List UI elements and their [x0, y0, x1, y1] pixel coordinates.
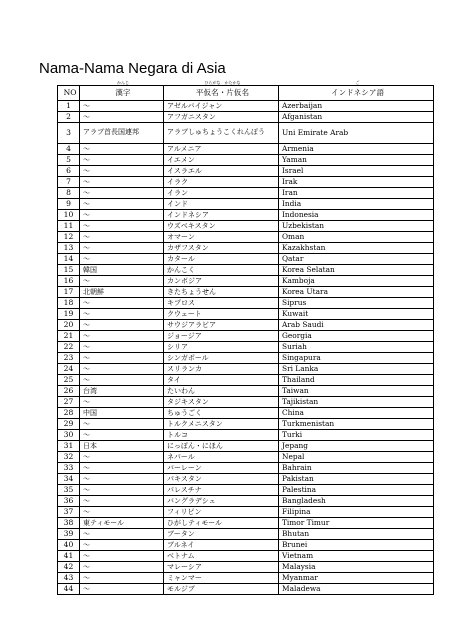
table-row: [58, 177, 434, 188]
cell-kana: タイ: [164, 375, 279, 386]
header-kana: [164, 80, 279, 101]
cell-kana: イエメン: [164, 155, 279, 166]
cell-no: 40: [58, 540, 80, 551]
table-row: [58, 518, 434, 529]
cell-kana: サウジアラビア: [164, 320, 279, 331]
country-table: [57, 80, 434, 595]
table-row: [58, 232, 434, 243]
table-row: [58, 419, 434, 430]
cell-kanji: 〜: [80, 298, 164, 309]
header-kana-ruby: [195, 80, 250, 100]
table-row: [58, 441, 434, 452]
cell-kanji: 〜: [80, 584, 164, 595]
cell-no: 42: [58, 562, 80, 573]
table-body: [58, 101, 434, 595]
cell-indonesian: Taiwan: [279, 386, 434, 397]
cell-kana: ウズベキスタン: [164, 221, 279, 232]
cell-no: 16: [58, 276, 80, 287]
cell-indonesian: Uni Emirate Arab: [279, 123, 434, 144]
cell-kana: ベトナム: [164, 551, 279, 562]
cell-kana: ジョージア: [164, 331, 279, 342]
cell-no: 13: [58, 243, 80, 254]
header-indonesian: [279, 80, 434, 101]
table-row: [58, 375, 434, 386]
cell-kana: アラブしゅちょうこくれんぽう: [164, 123, 279, 144]
cell-kana: カタール: [164, 254, 279, 265]
cell-kanji: 〜: [80, 364, 164, 375]
cell-no: 18: [58, 298, 80, 309]
header-kanji-ruby: [115, 80, 131, 100]
cell-kanji: 〜: [80, 199, 164, 210]
cell-kana: キプロス: [164, 298, 279, 309]
cell-kanji: 〜: [80, 320, 164, 331]
cell-kanji: 〜: [80, 101, 164, 112]
table-row: [58, 101, 434, 112]
cell-indonesian: Myanmar: [279, 573, 434, 584]
cell-kanji: 〜: [80, 551, 164, 562]
cell-no: 37: [58, 507, 80, 518]
cell-no: 10: [58, 210, 80, 221]
cell-kanji: 〜: [80, 353, 164, 364]
cell-kanji: 北朝鮮: [80, 287, 164, 298]
table-row: [58, 562, 434, 573]
cell-no: 1: [58, 101, 80, 112]
cell-indonesian: Thailand: [279, 375, 434, 386]
cell-indonesian: Iran: [279, 188, 434, 199]
cell-indonesian: Korea Utara: [279, 287, 434, 298]
header-indonesian-furigana: ご: [355, 80, 360, 85]
table-row: [58, 507, 434, 518]
table-row: [58, 496, 434, 507]
cell-kana: シンガポール: [164, 353, 279, 364]
cell-indonesian: Malaysia: [279, 562, 434, 573]
cell-no: 26: [58, 386, 80, 397]
cell-kana: イスラエル: [164, 166, 279, 177]
cell-kana: モルジブ: [164, 584, 279, 595]
table-row: [58, 123, 434, 144]
cell-indonesian: Pakistan: [279, 474, 434, 485]
cell-no: 44: [58, 584, 80, 595]
cell-kana: マレーシア: [164, 562, 279, 573]
cell-indonesian: Azerbaijan: [279, 101, 434, 112]
table-row: [58, 386, 434, 397]
cell-kanji: 〜: [80, 375, 164, 386]
cell-kana: クウェート: [164, 309, 279, 320]
cell-no: 35: [58, 485, 80, 496]
cell-no: 27: [58, 397, 80, 408]
table-row: [58, 573, 434, 584]
cell-indonesian: Korea Selatan: [279, 265, 434, 276]
cell-kana: たいわん: [164, 386, 279, 397]
cell-no: 38: [58, 518, 80, 529]
cell-indonesian: Oman: [279, 232, 434, 243]
cell-indonesian: Georgia: [279, 331, 434, 342]
table-row: [58, 298, 434, 309]
cell-kanji: 〜: [80, 463, 164, 474]
cell-kanji: 〜: [80, 210, 164, 221]
table-row: [58, 342, 434, 353]
cell-kanji: 〜: [80, 254, 164, 265]
cell-indonesian: Kazakhstan: [279, 243, 434, 254]
cell-kanji: 〜: [80, 188, 164, 199]
table-row: [58, 485, 434, 496]
cell-no: 31: [58, 441, 80, 452]
table-row: [58, 243, 434, 254]
table-row: [58, 265, 434, 276]
cell-kanji: 〜: [80, 331, 164, 342]
table-row: [58, 364, 434, 375]
table-row: [58, 408, 434, 419]
cell-kanji: 東ティモール: [80, 518, 164, 529]
cell-no: 22: [58, 342, 80, 353]
cell-kanji: 〜: [80, 452, 164, 463]
cell-kana: スリランカ: [164, 364, 279, 375]
cell-kanji: 〜: [80, 112, 164, 123]
cell-no: 39: [58, 529, 80, 540]
cell-no: 11: [58, 221, 80, 232]
cell-indonesian: Bhutan: [279, 529, 434, 540]
table-row: [58, 452, 434, 463]
table-row: [58, 221, 434, 232]
cell-indonesian: Nepal: [279, 452, 434, 463]
cell-kanji: 〜: [80, 243, 164, 254]
cell-kanji: 〜: [80, 397, 164, 408]
cell-kana: カザフスタン: [164, 243, 279, 254]
cell-no: 33: [58, 463, 80, 474]
cell-indonesian: Palestina: [279, 485, 434, 496]
cell-kana: イラン: [164, 188, 279, 199]
cell-indonesian: Arab Saudi: [279, 320, 434, 331]
header-kana-furigana: ひらがな かたかな: [204, 80, 241, 85]
cell-kanji: 〜: [80, 177, 164, 188]
table-row: [58, 210, 434, 221]
cell-kanji: 〜: [80, 529, 164, 540]
table-row: [58, 320, 434, 331]
cell-indonesian: Timor Timur: [279, 518, 434, 529]
cell-indonesian: Indonesia: [279, 210, 434, 221]
cell-kana: バングラデシュ: [164, 496, 279, 507]
cell-no: 2: [58, 112, 80, 123]
cell-no: 43: [58, 573, 80, 584]
cell-kana: カンボジア: [164, 276, 279, 287]
cell-kanji: 韓国: [80, 265, 164, 276]
cell-kana: ブータン: [164, 529, 279, 540]
cell-indonesian: Maladewa: [279, 584, 434, 595]
cell-kanji: 〜: [80, 342, 164, 353]
cell-no: 23: [58, 353, 80, 364]
cell-indonesian: Qatar: [279, 254, 434, 265]
cell-kana: タジキスタン: [164, 397, 279, 408]
cell-kanji: 〜: [80, 474, 164, 485]
cell-indonesian: Singapura: [279, 353, 434, 364]
cell-no: 19: [58, 309, 80, 320]
cell-indonesian: China: [279, 408, 434, 419]
cell-kanji: 〜: [80, 485, 164, 496]
cell-kana: パキスタン: [164, 474, 279, 485]
cell-kana: オマーン: [164, 232, 279, 243]
cell-indonesian: Yaman: [279, 155, 434, 166]
table-row: [58, 331, 434, 342]
table-row: [58, 584, 434, 595]
cell-indonesian: Bangladesh: [279, 496, 434, 507]
cell-kanji: 〜: [80, 144, 164, 155]
cell-no: 29: [58, 419, 80, 430]
cell-indonesian: Afganistan: [279, 112, 434, 123]
header-indonesian-ruby: [330, 80, 385, 100]
cell-indonesian: Filipina: [279, 507, 434, 518]
cell-indonesian: Irak: [279, 177, 434, 188]
cell-no: 25: [58, 375, 80, 386]
cell-no: 14: [58, 254, 80, 265]
cell-indonesian: Tajikistan: [279, 397, 434, 408]
table-row: [58, 474, 434, 485]
table-row: [58, 529, 434, 540]
cell-kanji: 〜: [80, 507, 164, 518]
cell-kana: トルコ: [164, 430, 279, 441]
cell-no: 17: [58, 287, 80, 298]
cell-indonesian: Brunei: [279, 540, 434, 551]
cell-no: 5: [58, 155, 80, 166]
cell-kana: かんこく: [164, 265, 279, 276]
header-kanji-label: 漢字: [115, 88, 131, 97]
table-row: [58, 430, 434, 441]
table-row: [58, 188, 434, 199]
cell-no: 32: [58, 452, 80, 463]
header-kanji: [80, 80, 164, 101]
cell-kanji: 台湾: [80, 386, 164, 397]
cell-kana: ブルネイ: [164, 540, 279, 551]
cell-indonesian: Suriah: [279, 342, 434, 353]
cell-indonesian: Israel: [279, 166, 434, 177]
cell-kana: にっぽん・にほん: [164, 441, 279, 452]
cell-kanji: 〜: [80, 562, 164, 573]
cell-no: 15: [58, 265, 80, 276]
cell-no: 34: [58, 474, 80, 485]
table-row: [58, 112, 434, 123]
cell-kana: パレスチナ: [164, 485, 279, 496]
cell-indonesian: Bahrain: [279, 463, 434, 474]
cell-no: 30: [58, 430, 80, 441]
cell-kana: トルクメニスタン: [164, 419, 279, 430]
cell-no: 3: [58, 123, 80, 144]
table-row: [58, 397, 434, 408]
table-row: [58, 551, 434, 562]
cell-no: 4: [58, 144, 80, 155]
cell-no: 36: [58, 496, 80, 507]
cell-no: 9: [58, 199, 80, 210]
cell-kana: バーレーン: [164, 463, 279, 474]
cell-no: 12: [58, 232, 80, 243]
cell-no: 7: [58, 177, 80, 188]
header-no: NO: [58, 86, 80, 101]
table-header-row: [58, 86, 434, 101]
cell-kanji: 〜: [80, 419, 164, 430]
cell-kanji: 〜: [80, 221, 164, 232]
cell-kana: イラク: [164, 177, 279, 188]
cell-kana: インドネシア: [164, 210, 279, 221]
cell-no: 8: [58, 188, 80, 199]
cell-kanji: 〜: [80, 430, 164, 441]
cell-kanji: 〜: [80, 232, 164, 243]
cell-no: 21: [58, 331, 80, 342]
cell-indonesian: Vietnam: [279, 551, 434, 562]
table-row: [58, 199, 434, 210]
cell-indonesian: Siprus: [279, 298, 434, 309]
cell-kanji: 〜: [80, 155, 164, 166]
cell-kana: ひがしティモール: [164, 518, 279, 529]
cell-kanji: 日本: [80, 441, 164, 452]
cell-kana: アゼルバイジャン: [164, 101, 279, 112]
table-row: [58, 540, 434, 551]
cell-kanji: 〜: [80, 496, 164, 507]
cell-kana: ネパール: [164, 452, 279, 463]
table-row: [58, 309, 434, 320]
cell-kanji: 〜: [80, 276, 164, 287]
table-row: [58, 463, 434, 474]
cell-no: 24: [58, 364, 80, 375]
table-row: [58, 276, 434, 287]
header-indonesian-label: インドネシア語: [330, 88, 385, 97]
cell-kana: シリア: [164, 342, 279, 353]
cell-no: 6: [58, 166, 80, 177]
cell-no: 41: [58, 551, 80, 562]
cell-indonesian: Armenia: [279, 144, 434, 155]
cell-kanji: 〜: [80, 309, 164, 320]
cell-kanji: アラブ首長国連邦: [80, 123, 164, 144]
cell-indonesian: Turki: [279, 430, 434, 441]
cell-indonesian: Uzbekistan: [279, 221, 434, 232]
cell-kana: インド: [164, 199, 279, 210]
table-row: [58, 144, 434, 155]
cell-no: 28: [58, 408, 80, 419]
cell-kana: アルメニア: [164, 144, 279, 155]
cell-kana: アフガニスタン: [164, 112, 279, 123]
cell-kana: ミャンマー: [164, 573, 279, 584]
cell-kana: きたちょうせん: [164, 287, 279, 298]
table-row: [58, 254, 434, 265]
table-row: [58, 155, 434, 166]
cell-kanji: 〜: [80, 540, 164, 551]
page-title: Nama-Nama Negara di Asia: [39, 60, 226, 77]
cell-kanji: 中国: [80, 408, 164, 419]
cell-kanji: 〜: [80, 573, 164, 584]
cell-kanji: 〜: [80, 166, 164, 177]
cell-indonesian: Sri Lanka: [279, 364, 434, 375]
cell-kana: フィリピン: [164, 507, 279, 518]
cell-indonesian: Kamboja: [279, 276, 434, 287]
cell-no: 20: [58, 320, 80, 331]
table-row: [58, 353, 434, 364]
header-kana-label: 平仮名・片仮名: [195, 88, 250, 97]
header-kanji-furigana: かんじ: [117, 80, 129, 85]
cell-kana: ちゅうごく: [164, 408, 279, 419]
cell-indonesian: Jepang: [279, 441, 434, 452]
cell-indonesian: India: [279, 199, 434, 210]
cell-indonesian: Kuwait: [279, 309, 434, 320]
table-row: [58, 166, 434, 177]
cell-indonesian: Turkmenistan: [279, 419, 434, 430]
table-row: [58, 287, 434, 298]
